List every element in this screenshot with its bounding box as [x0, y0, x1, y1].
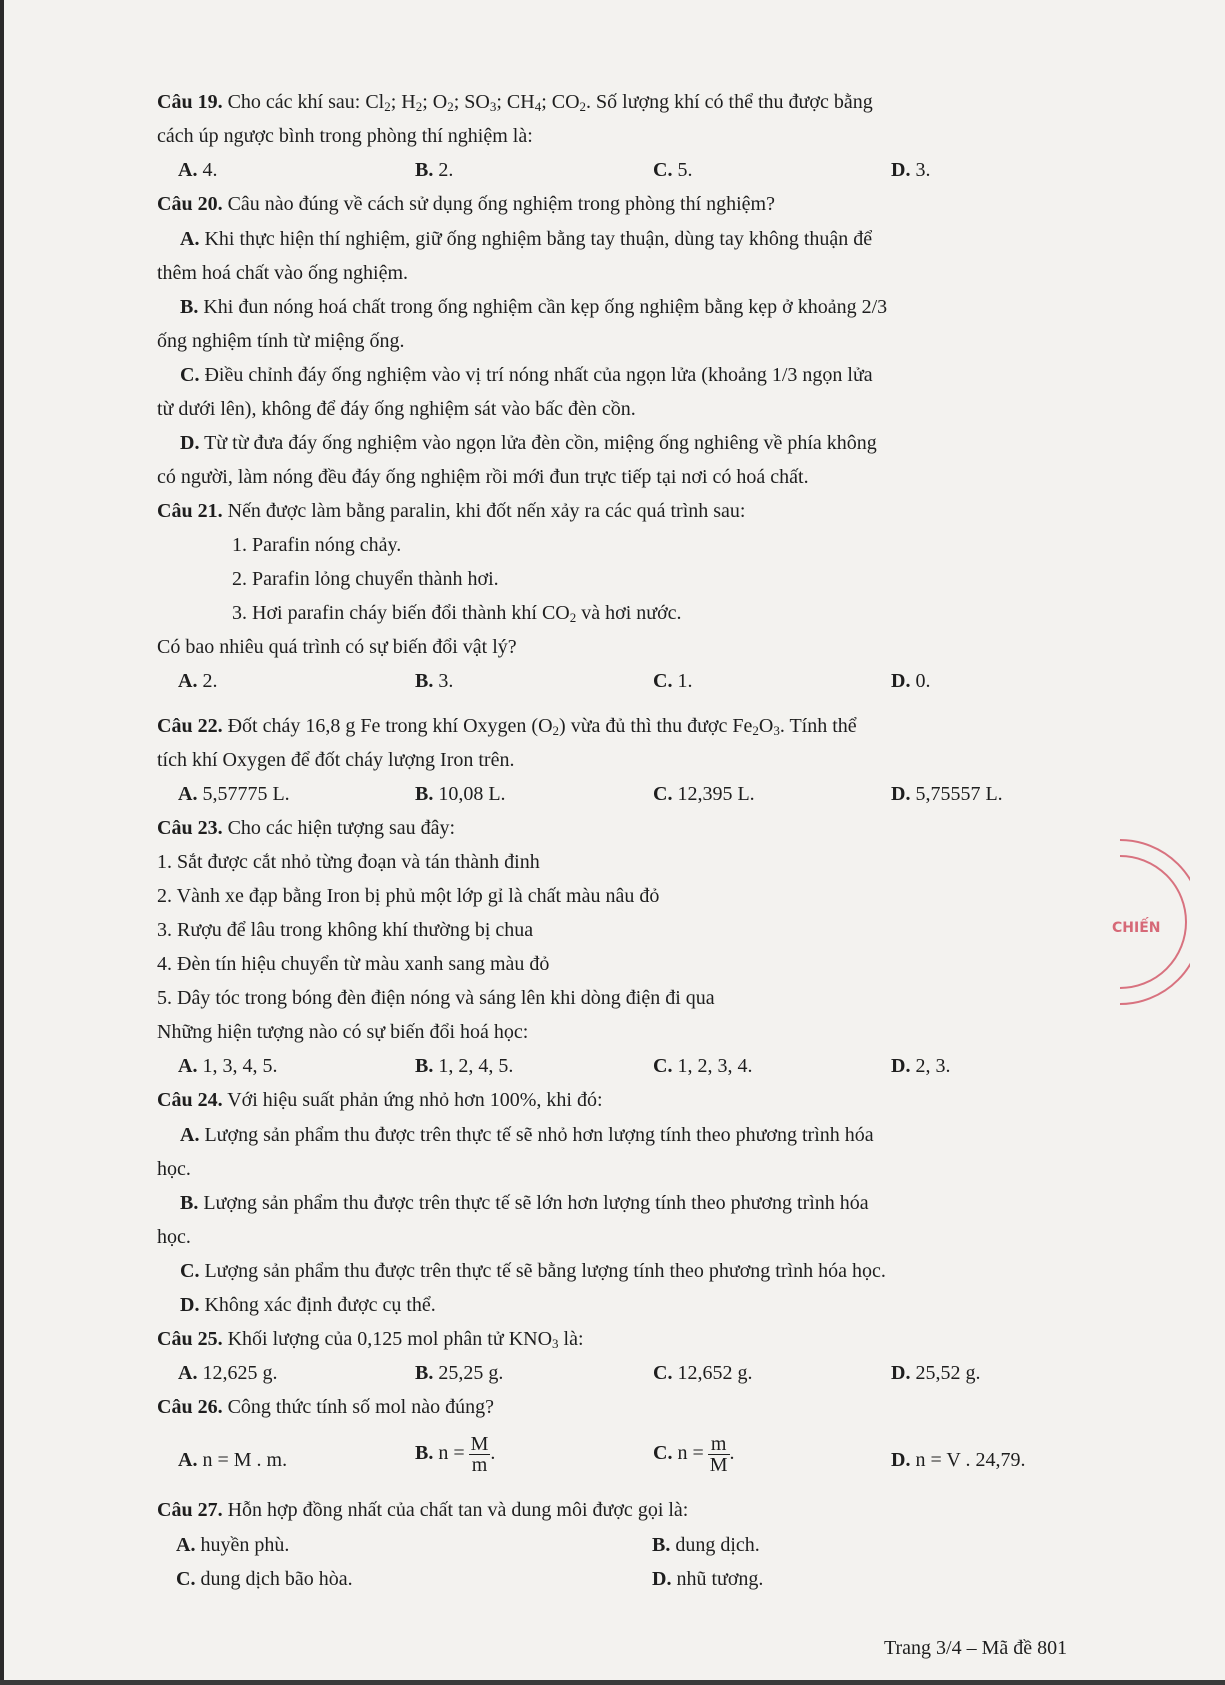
q26-option-c: C. n = $\frac{m}{M}$ . [653, 1433, 735, 1476]
q23-stem: Câu 23. Cho các hiện tượng sau đây: [157, 817, 456, 839]
q24-option-b: B. Lượng sản phẩm thu được trên thực tế sẽ lớn hơn lượng tính theo phương trình hóa [180, 1192, 869, 1214]
q20-option-a: A. Khi thực hiện thí nghiệm, giữ ống nghiệm bằng tay thuận, dùng tay không thuận để [180, 228, 873, 250]
q25-option-a: A. 12,625 g. [178, 1362, 278, 1384]
q20-stem: Câu 20. Câu nào đúng về cách sử dụng ống nghiệm trong phòng thí nghiệm? [157, 193, 775, 215]
q26-option-d: D. n = V . 24,79. [891, 1449, 1026, 1471]
q26-option-a: A. n = M . m. [178, 1449, 288, 1471]
q23-option-c: C. 1, 2, 3, 4. [653, 1055, 753, 1077]
q21-option-b: B. 3. [415, 670, 454, 692]
q22-option-a: A. 5,57775 L. [178, 783, 290, 805]
q23-option-a: A. 1, 3, 4, 5. [178, 1055, 278, 1077]
q27-option-b: B. dung dịch. [652, 1534, 760, 1556]
q27-stem: Câu 27. Hỗn hợp đồng nhất của chất tan và dung môi được gọi là: [157, 1499, 689, 1521]
q21-item-3: 3. Hơi parafin cháy biến đổi thành khí $CO_2$ và hơi nước. [232, 602, 682, 625]
q25-option-c: C. 12,652 g. [653, 1362, 753, 1384]
q24-stem: Câu 24. Với hiệu suất phản ứng nhỏ hơn 100%, khi đó: [157, 1089, 603, 1111]
q23-item-4: 4. Đèn tín hiệu chuyển từ màu xanh sang màu đỏ [157, 953, 550, 975]
q22-option-c: C. 12,395 L. [653, 783, 755, 805]
q20-option-c: C. Điều chỉnh đáy ống nghiệm vào vị trí nóng nhất của ngọn lửa (khoảng 1/3 ngọn lửa [180, 364, 873, 386]
q26-b-fraction: $\frac{M}{m}$ [470, 1433, 489, 1476]
q23-item-3: 3. Rượu để lâu trong không khí thường bị chua [157, 919, 534, 941]
q19-stem-line2: cách úp ngược bình trong phòng thí nghiệm là: [157, 125, 533, 147]
q21-item-2: 2. Parafin lỏng chuyển thành hơi. [232, 568, 499, 590]
q22-stem: Câu 22. Đốt cháy 16,8 g Fe trong khí Oxygen $(O_2)$ vừa đủ thì thu được $Fe_2O_3$. Tính thể [157, 715, 857, 738]
q24-option-c: C. Lượng sản phẩm thu được trên thực tế sẽ bằng lượng tính theo phương trình hóa học. [180, 1260, 886, 1282]
q20-option-b-cont: ống nghiệm tính từ miệng ống. [157, 330, 405, 352]
q21-ask: Có bao nhiêu quá trình có sự biến đổi vật lý? [157, 636, 517, 658]
q19-option-d: D. 3. [891, 159, 931, 181]
scan-edge-bottom [0, 1680, 1225, 1685]
q20-option-a-cont: thêm hoá chất vào ống nghiệm. [157, 262, 409, 284]
q27-option-a: A. huyền phù. [176, 1534, 290, 1556]
q24-option-a-cont: học. [157, 1158, 191, 1180]
q21-item-1: 1. Parafin nóng chảy. [232, 534, 402, 556]
q25-option-b: B. 25,25 g. [415, 1362, 504, 1384]
q23-ask: Những hiện tượng nào có sự biến đổi hoá học: [157, 1021, 529, 1043]
q20-option-c-cont: từ dưới lên), không để đáy ống nghiệm sát vào bấc đèn cồn. [157, 398, 636, 420]
stamp-text: CHIẾN [1112, 920, 1161, 936]
q19-number: Câu 19. [157, 91, 223, 113]
q21-option-d: D. 0. [891, 670, 931, 692]
page-footer: Trang 3/4 – Mã đề 801 [884, 1637, 1068, 1659]
scan-edge-left [0, 0, 4, 1685]
q25-option-d: D. 25,52 g. [891, 1362, 981, 1384]
q23-item-2: 2. Vành xe đạp bằng Iron bị phủ một lớp gỉ là chất màu nâu đỏ [157, 885, 660, 907]
q24-option-b-cont: học. [157, 1226, 191, 1248]
q19-option-b: B. 2. [415, 159, 454, 181]
q21-stem: Câu 21. Nến được làm bằng paralin, khi đốt nến xảy ra các quá trình sau: [157, 500, 746, 522]
q20-option-b: B. Khi đun nóng hoá chất trong ống nghiệm cần kẹp ống nghiệm bằng kẹp ở khoảng 2/3 [180, 296, 888, 318]
q22-stem-line2: tích khí Oxygen để đốt cháy lượng Iron trên. [157, 749, 515, 771]
q21-option-a: A. 2. [178, 670, 218, 692]
q23-item-5: 5. Dây tóc trong bóng đèn điện nóng và sáng lên khi dòng điện đi qua [157, 987, 715, 1009]
q27-option-c: C. dung dịch bão hòa. [176, 1568, 353, 1590]
q25-stem: Câu 25. Khối lượng của 0,125 mol phân tử $KNO_3$ là: [157, 1328, 584, 1351]
q24-option-d: D. Không xác định được cụ thể. [180, 1294, 436, 1316]
school-stamp [1090, 832, 1190, 1012]
q23-option-d: D. 2, 3. [891, 1055, 951, 1077]
q22-option-b: B. 10,08 L. [415, 783, 506, 805]
q23-option-b: B. 1, 2, 4, 5. [415, 1055, 514, 1077]
q24-option-a: A. Lượng sản phẩm thu được trên thực tế sẽ nhỏ hơn lượng tính theo phương trình hóa [180, 1124, 874, 1146]
q26-c-fraction: $\frac{m}{M}$ [709, 1433, 728, 1476]
q20-option-d: D. Từ từ đưa đáy ống nghiệm vào ngọn lửa đèn cồn, miệng ống nghiêng về phía không [180, 432, 877, 454]
q19-stem: Câu 19. Cho các khí sau: $Cl_2$; $H_2$; $O_2$; $SO_3$; $CH_4$; $CO_2$. Số lượng khí có thể thu được bằng [157, 91, 873, 114]
q21-option-c: C. 1. [653, 670, 693, 692]
q20-option-d-cont: có người, làm nóng đều đáy ống nghiệm rồi mới đun trực tiếp tại nơi có hoá chất. [157, 466, 809, 488]
q26-stem: Câu 26. Công thức tính số mol nào đúng? [157, 1396, 494, 1418]
q19-option-c: C. 5. [653, 159, 693, 181]
q26-option-b: B. n = $\frac{M}{m}$ . [415, 1433, 496, 1476]
q23-item-1: 1. Sắt được cắt nhỏ từng đoạn và tán thành đinh [157, 851, 540, 873]
q19-option-a: A. 4. [178, 159, 218, 181]
q27-option-d: D. nhũ tương. [652, 1568, 764, 1590]
q22-option-d: D. 5,75557 L. [891, 783, 1003, 805]
